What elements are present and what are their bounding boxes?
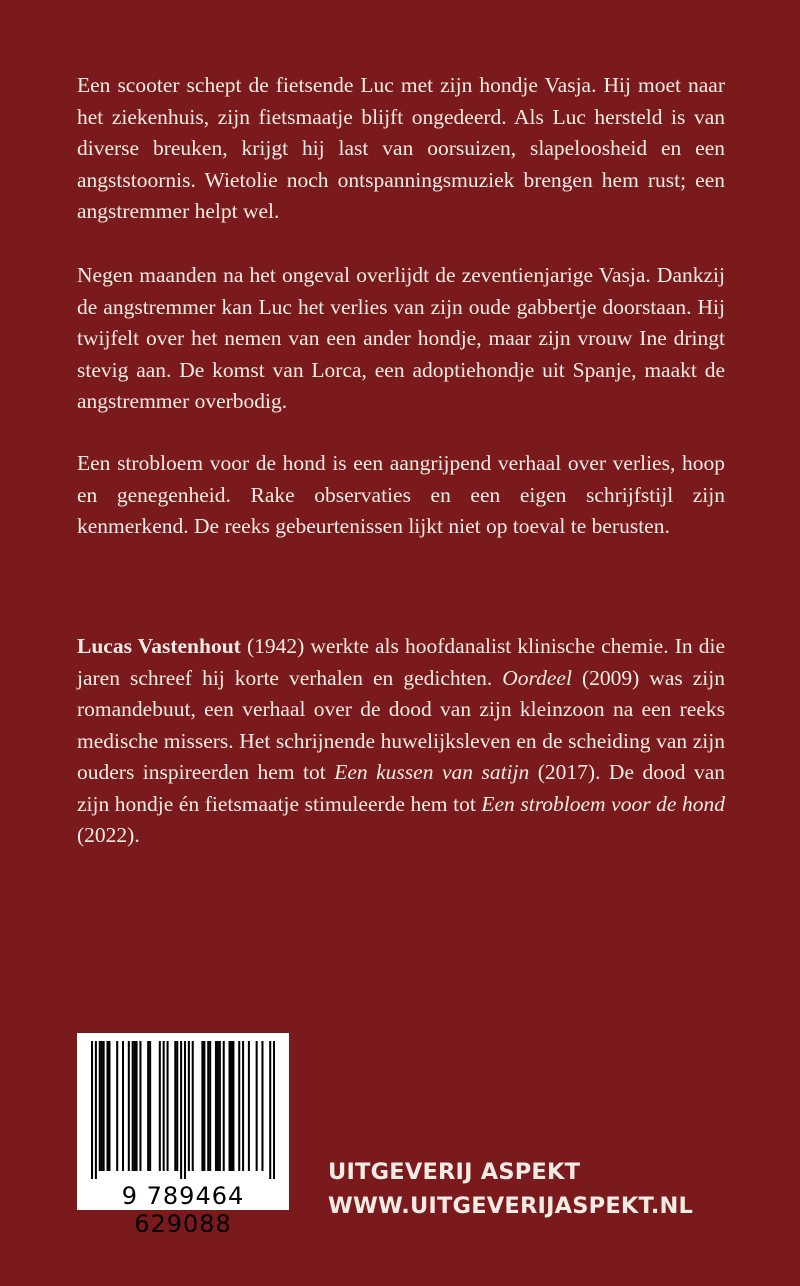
barcode-bar [139,1041,141,1171]
barcode-guard-bar [269,1041,271,1179]
barcode-bar [174,1041,176,1171]
blurb-text-3: Een strobloem voor de hond is een aangrijpend verhaal over verlies, hoop en genegenheid. Rake observaties en een eigen schrijfstijl zijn kenmerkend. De reeks gebeurtenissen lijkt niet op toeval te berusten. [77,451,725,538]
blurb-paragraph-1 [77,70,725,228]
barcode-bar [122,1041,124,1171]
bio-segment: (2009) was zijn romandebuut, een verhaal over de dood van zijn kleinzoon na een reeks medische missers. Het schrijnende huwelijksleven en de scheiding van zijn ouders inspireerden hem tot [77,665,725,784]
blurb-text-1: Een scooter schept de fietsende Luc met zijn hondje Vasja. Hij moet naar het ziekenhuis, zijn fietsmaatje blijft ongedeerd. Als Luc hersteld is van diverse breuken, krijgt hij last van oorsuizen, slapeloosheid en een angststoornis. Wietolie noch ontspanningsmuziek brengen hem rust; een angstremmer helpt wel. [77,73,725,223]
book-title: Een kussen van satijn [334,760,530,784]
barcode-bar [242,1041,244,1171]
barcode-bar [176,1041,178,1171]
book-title: Oordeel [502,665,572,690]
barcode-bar [229,1041,231,1171]
blurb-paragraph-3 [77,448,725,543]
barcode-bar [219,1041,221,1171]
barcode-bar [136,1041,138,1171]
barcode-guard-bar [91,1041,93,1179]
barcode-bar [256,1041,258,1171]
barcode-bar [103,1041,105,1171]
barcode-bar [223,1041,225,1171]
barcode-bar [99,1041,101,1171]
barcode-bar [167,1041,169,1171]
isbn-barcode [74,1030,292,1238]
barcode-bar [248,1041,250,1171]
barcode-bar [209,1041,211,1171]
barcode-bar [159,1041,161,1171]
book-title: Een strobloem voor de hond [481,791,725,816]
isbn-number: 9 789464 629088 [121,1182,245,1238]
publisher-url: WWW.UITGEVERIJASPEKT.NL [328,1193,694,1219]
barcode-bar [163,1041,165,1171]
author-bio [77,631,725,852]
blurb-text-2: Negen maanden na het ongeval overlijdt de zeventienjarige Vasja. Dankzij de angstremmer kan Luc het verlies van zijn oude gabbertje doorstaan. Hij twijfelt over het nemen van een ander hondje, maar zijn vrouw Ine dringt stevig aan. De komst van Lorca, een adoptiehondje uit Spanje, maakt de angstremmer overbodig. [77,263,725,413]
barcode-bar [116,1041,118,1171]
barcode-bar [217,1041,219,1171]
barcode-bar [215,1041,217,1171]
barcode-bar [261,1041,263,1171]
barcode-bar [132,1041,134,1171]
barcode-bar [108,1041,110,1171]
barcode-bar [128,1041,130,1171]
publisher-info [328,1155,693,1223]
publisher-name: UITGEVERIJ ASPEKT [328,1159,581,1185]
barcode-guard-bar [95,1041,97,1179]
barcode-bars [91,1041,275,1179]
barcode-guard-bar [273,1041,275,1179]
barcode-guard-bar [184,1041,186,1179]
blurb-paragraph-2 [77,260,725,418]
author-bio-text [77,631,725,852]
bio-segment: (1942) werkte als hoofdanalist klinische chemie. In die jaren schreef hij korte verhalen en gedichten. [77,634,725,690]
barcode-bar [230,1041,232,1171]
barcode-bar [232,1041,234,1171]
bio-segment: (2017). De dood van zijn hondje én fietsmaatje stimuleerde hem tot [77,760,726,816]
barcode-bar [192,1041,194,1171]
barcode-guard-bar [180,1041,182,1179]
bio-segment: (2022). [77,823,140,847]
barcode-bar [203,1041,205,1171]
barcode-bar [101,1041,103,1171]
barcode-bar [201,1041,203,1171]
barcode-bar [238,1041,240,1171]
barcode-bar [106,1041,108,1171]
barcode-bar [207,1041,209,1171]
author-name: Lucas Vastenhout [77,634,241,658]
barcode-bar [134,1041,136,1171]
barcode-bar [147,1041,149,1171]
barcode-bar [188,1041,190,1171]
barcode-bar [149,1041,151,1171]
